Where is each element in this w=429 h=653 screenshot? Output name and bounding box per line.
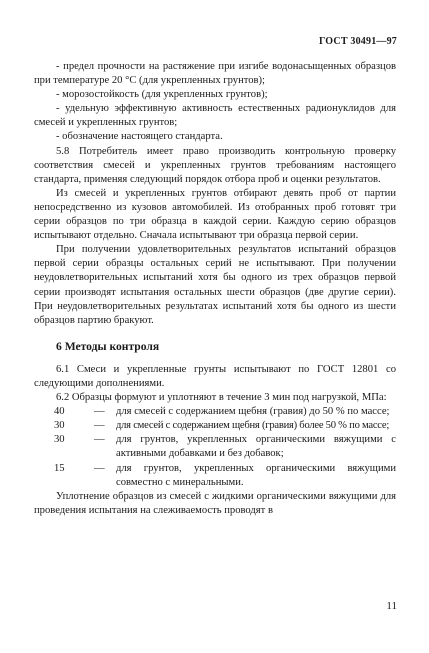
page-number: 11 [386, 600, 397, 612]
document-body [34, 60, 396, 518]
load-value: 40 [54, 406, 65, 418]
load-value: 30 [54, 434, 65, 446]
paragraph-5-8: 5.8 Потребитель имеет право производить контрольную проверку соответствия смесей и укрепленных грунтов требованиям настоящего стандарта, применяя следующий порядок отбора проб и оценки результатов. [34, 145, 396, 185]
paragraph-sampling: Из смесей и укрепленных грунтов отбирают девять проб от партии непосредственно из кузовов автомобилей. Из отобранных проб готовят три серии образцов по три образца в каждой серии. Каждую серию образцов испытывают отдельно. Сначала испытывают три образца первой серии. [34, 187, 396, 242]
load-row [34, 462, 396, 490]
paragraph-6-2: 6.2 Образцы формуют и уплотняют в течение 3 мин под нагрузкой, МПа: [56, 392, 387, 404]
section-heading: 6 Методы контроля [56, 339, 160, 353]
load-value: 30 [54, 420, 65, 432]
load-text: для грунтов, укрепленных органическими вяжущими с активными добавками и без добавок; [116, 434, 396, 460]
load-dash: — [94, 420, 105, 432]
load-text: для смесей с содержанием щебня (гравия) более 50 % по массе; [116, 420, 390, 432]
paragraph-results: При получении удовлетворительных результатов испытаний образцов первой серии образцы остальных серий не испытывают. При получении неудовлетворительных испытаний хотя бы одного из трех образцов первой серии производят испытания остальных шести образцов (две другие серии). При неудовлетворительных результатах испытаний хотя бы одного из шести образцов партию бракуют. [34, 244, 396, 326]
paragraph-6-1: 6.1 Смеси и укрепленные грунты испытывают по ГОСТ 12801 со следующими дополнениями. [34, 363, 396, 389]
load-dash: — [94, 406, 105, 418]
list-item-radionuclides: - удельную эффективную активность естественных радионуклидов для смесей и укрепленных грунтов; [34, 103, 396, 129]
list-item-strength: - предел прочности на растяжение при изгибе водонасыщенных образцов при температуре 20 °С (для укрепленных грунтов); [34, 61, 396, 87]
load-row [34, 405, 396, 419]
paragraph-compaction: Уплотнение образцов из смесей с жидкими органическими вяжущими для проведения испытания на слеживаемость проводят в [34, 490, 396, 516]
load-dash: — [94, 462, 105, 474]
list-item-frost: - морозостойкость (для укрепленных грунтов); [56, 89, 268, 101]
load-row [34, 433, 396, 461]
load-text: для смесей с содержанием щебня (гравия) до 50 % по массе; [116, 406, 390, 418]
load-row [34, 419, 396, 433]
standard-header: ГОСТ 30491—97 [318, 36, 397, 47]
load-dash: — [94, 434, 105, 446]
load-text: для грунтов, укрепленных органическими вяжущими совместно с минеральными. [116, 462, 396, 488]
list-item-designation: - обозначение настоящего стандарта. [56, 131, 223, 143]
load-value: 15 [54, 462, 65, 474]
